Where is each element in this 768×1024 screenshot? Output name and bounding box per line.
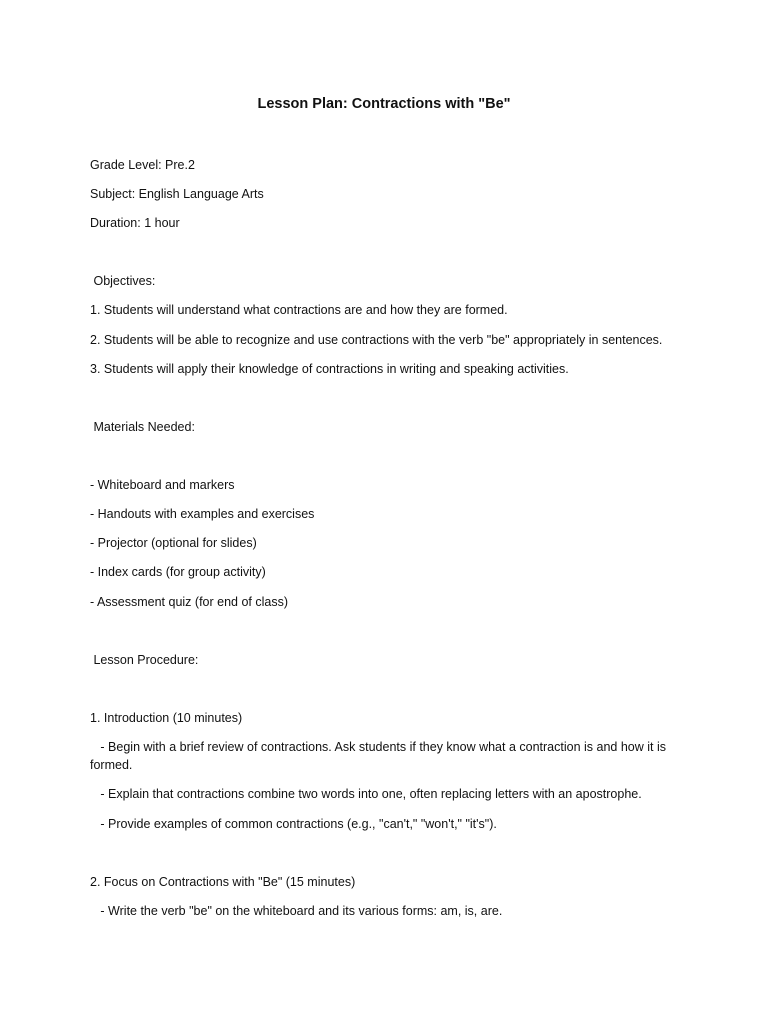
material-item: - Handouts with examples and exercises — [90, 507, 315, 521]
step1-item: - Provide examples of common contractions (e.g., "can't," "won't," "it's"). — [90, 817, 497, 831]
objective-item: 3. Students will apply their knowledge of contractions in writing and speaking activities. — [90, 362, 569, 376]
objectives-heading: Objectives: — [90, 274, 156, 288]
step2-item: - Write the verb "be" on the whiteboard and its various forms: am, is, are. — [90, 904, 503, 918]
material-item: - Assessment quiz (for end of class) — [90, 595, 288, 609]
step1-heading: 1. Introduction (10 minutes) — [90, 711, 243, 725]
objective-item: 2. Students will be able to recognize and use contractions with the verb "be" appropriately in sentences. — [90, 333, 663, 347]
step1-item: - Explain that contractions combine two words into one, often replacing letters with an apostrophe. — [90, 787, 642, 801]
material-item: - Index cards (for group activity) — [90, 565, 266, 579]
step2-heading: 2. Focus on Contractions with "Be" (15 minutes) — [90, 875, 356, 889]
material-item: - Whiteboard and markers — [90, 478, 235, 492]
step1-item: - Begin with a brief review of contractions. Ask students if they know what a contraction is and how it is formed. — [90, 740, 670, 772]
procedure-heading: Lesson Procedure: — [90, 653, 199, 667]
document-title: Lesson Plan: Contractions with "Be" — [257, 96, 511, 112]
subject: Subject: English Language Arts — [90, 187, 264, 201]
materials-heading: Materials Needed: — [90, 420, 195, 434]
objective-item: 1. Students will understand what contractions are and how they are formed. — [90, 303, 508, 317]
material-item: - Projector (optional for slides) — [90, 536, 257, 550]
duration: Duration: 1 hour — [90, 216, 180, 230]
grade-level: Grade Level: Pre.2 — [90, 158, 195, 172]
